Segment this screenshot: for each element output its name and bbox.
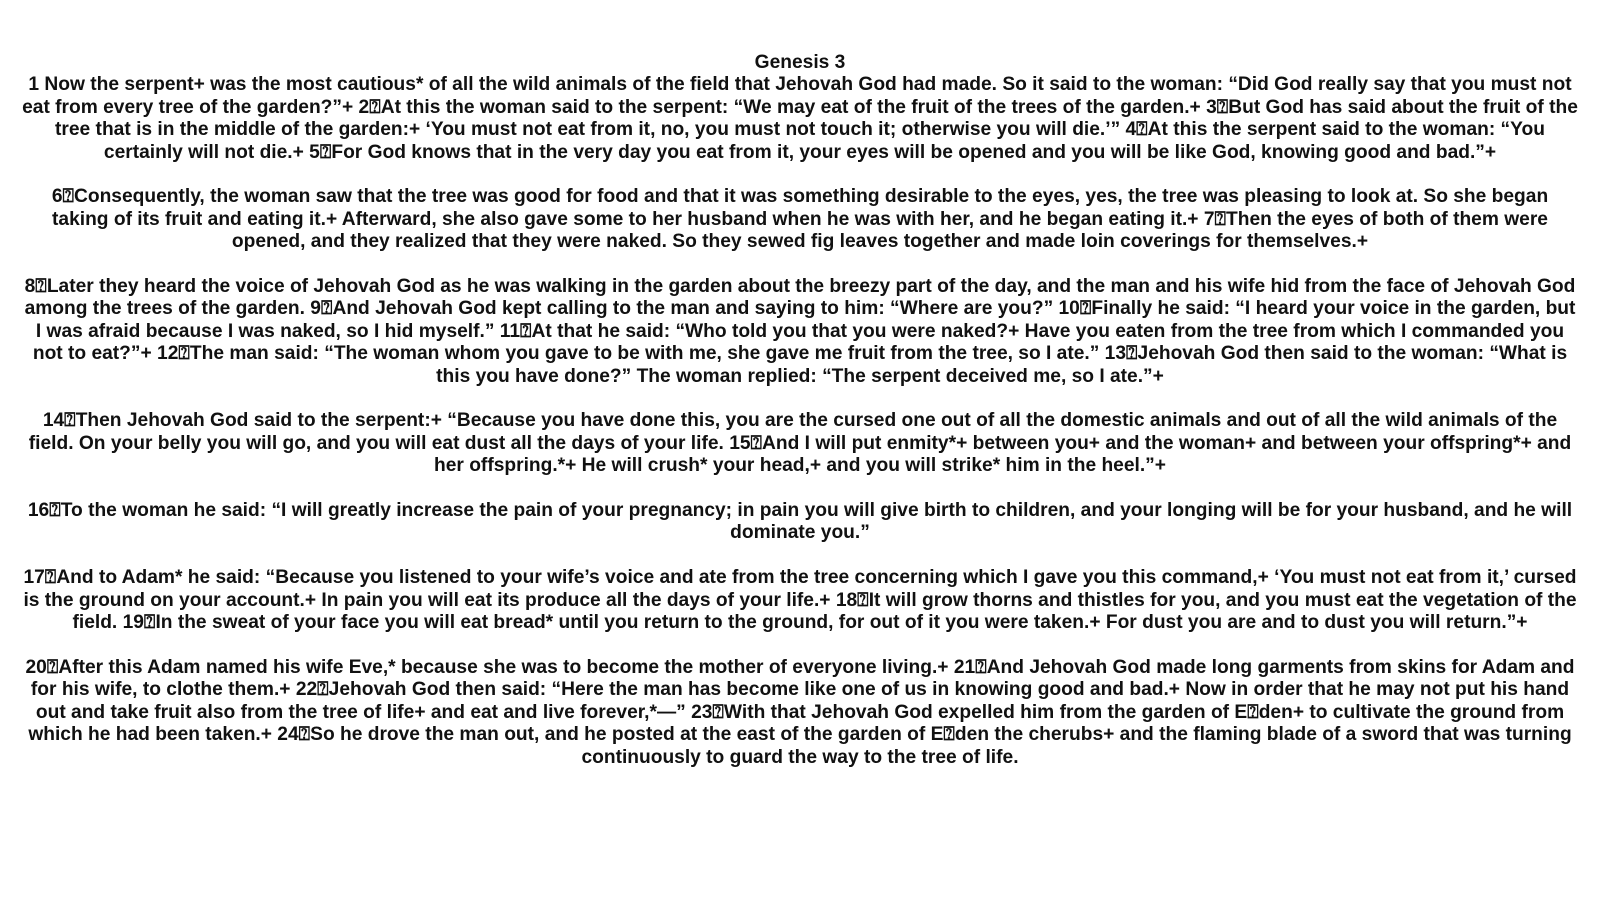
paragraph-verses-8-13: 8⍰Later they heard the voice of Jehovah God as he was walking in the garden about the breezy part of the day, and the man and his wife hid from the face of Jehovah God among the trees of the garden. 9⍰And Jehovah God kept calling to the man and saying to him: “Where are you?” 10⍰Finally he said: “I heard your voice in the garden, but I was afraid because I was naked, so I hid myself.” 11⍰At that he said: “Who told you that you were naked?+ Have you eaten from the tree from which I commanded you not to eat?”+ 12⍰The man said: “The woman whom you gave to be with me, she gave me fruit from the tree, so I ate.” 13⍰Jehovah God then said to the woman: “What is this you have done?” The woman replied: “The serpent deceived me, so I ate.”+	[24, 276, 1576, 387]
paragraph-verses-20-24: 20⍰After this Adam named his wife Eve,* because she was to become the mother of everyone living.+ 21⍰And Jehovah God made long garments from skins for Adam and for his wife, to clothe them.+ 22⍰Jehovah God then said: “Here the man has become like one of us in knowing good and bad.+ Now in order that he may not put his hand out and take fruit also from the tree of life+ and eat and live forever,*—” 23⍰With that Jehovah God expelled him from the garden of E⍰den+ to cultivate the ground from which he had been taken.+ 24⍰So he drove the man out, and he posted at the east of the garden of E⍰den the cherubs+ and the flaming blade of a sword that was turning continuously to guard the way to the tree of life.	[25, 656, 1575, 768]
paragraph-verses-17-19: 17⍰And to Adam* he said: “Because you listened to your wife’s voice and ate from the tree concerning which I gave you this command,+ ‘You must not eat from it,’ cursed is the ground on your account.+ In pain you will eat its produce all the days of your life.+ 18⍰It will grow thorns and thistles for you, and you must eat the vegetation of the field. 19⍰In the sweat of your face you will eat bread* until you return to the ground, for out of it you were taken.+ For dust you are and to dust you will return.”+	[23, 567, 1577, 634]
paragraph-verses-1-5: 1 Now the serpent+ was the most cautious* of all the wild animals of the field that Jehovah God had made. So it said to the woman: “Did God really say that you must not eat from every tree of the garden?”+ 2⍰At this the woman said to the serpent: “We may eat of the fruit of the trees of the garden.+ 3⍰But God has said about the fruit of the tree that is in the middle of the garden:+ ‘You must not eat from it, no, you must not touch it; otherwise you will die.’” 4⍰At this the serpent said to the woman: “You certainly will not die.+ 5⍰For God knows that in the very day you eat from it, your eyes will be opened and you will be like God, knowing good and bad.”+	[22, 74, 1578, 163]
paragraph-verses-14-15: 14⍰Then Jehovah God said to the serpent:+ “Because you have done this, you are the cursed one out of all the domestic animals and out of all the wild animals of the field. On your belly you will go, and you will eat dust all the days of your life. 15⍰And I will put enmity*+ between you+ and the woman+ and between your offspring*+ and her offspring.*+ He will crush* your head,+ and you will strike* him in the heel.”+	[28, 410, 1572, 477]
paragraph-verses-6-7: 6⍰Consequently, the woman saw that the tree was good for food and that it was something desirable to the eyes, yes, the tree was pleasing to look at. So she began taking of its fruit and eating it.+ Afterward, she also gave some to her husband when he was with her, and he began eating it.+ 7⍰Then the eyes of both of them were opened, and they realized that they were naked. So they sewed fig leaves together and made loin coverings for themselves.+	[51, 186, 1549, 253]
chapter-title: Genesis 3	[754, 52, 846, 73]
paragraph-verse-16: 16⍰To the woman he said: “I will greatly increase the pain of your pregnancy; in pain you will give birth to children, and your longing will be for your husband, and he will dominate you.”	[27, 500, 1573, 544]
